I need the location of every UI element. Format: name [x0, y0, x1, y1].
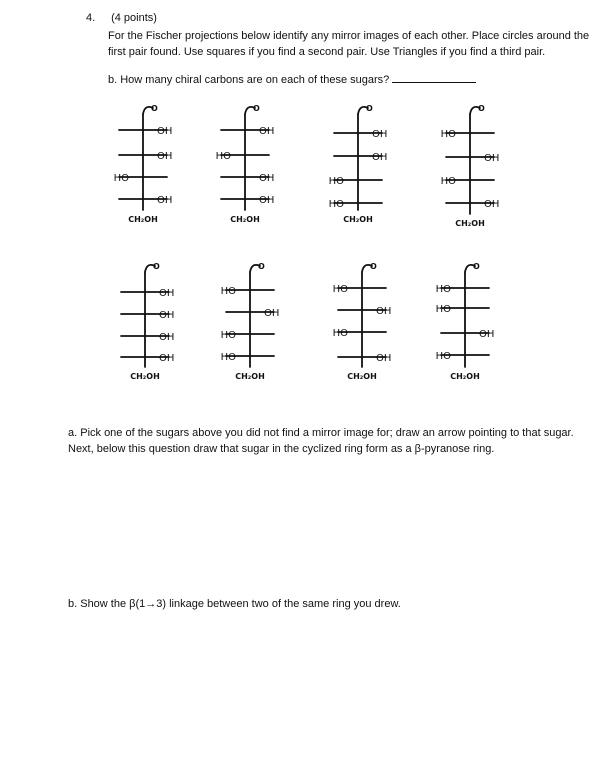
- sugar-3-row-2-oh: OH: [372, 152, 388, 163]
- sugar-4-aldehyde-label: O: [478, 104, 485, 113]
- sugar-4-row-3-ho: HO: [440, 176, 456, 187]
- sugar-6-aldehyde-label: O: [258, 262, 265, 271]
- sugar-7-row-4-oh: OH: [376, 353, 392, 364]
- part-b-text: b. Show the β(1→3) linkage between two of the same ring you drew.: [68, 598, 401, 610]
- sugar-5-row-2-oh: OH: [159, 310, 175, 321]
- part-a-text: a. Pick one of the sugars above you did not find a mirror image for; draw an arrow pointing to that sugar. Next, below this question draw that sugar in the cyclized ring form as a β-pyranose ring.: [68, 427, 574, 455]
- sugar-2-row-2-ho: HO: [215, 151, 231, 162]
- sugar-5-aldehyde-label: O: [153, 262, 160, 271]
- sugar-3-row-4-ho: HO: [328, 199, 344, 210]
- chiral-question-text: b. How many chiral carbons are on each of these sugars?: [108, 74, 390, 86]
- sugar-7-row-2-oh: OH: [376, 306, 392, 317]
- sugar-8-row-3-oh: OH: [479, 329, 495, 340]
- sugar-3-row-1-oh: OH: [372, 129, 388, 140]
- question-intro: For the Fischer projections below identify any mirror images of each other. Place circles around the first pair found. Use squares if you find a second pair. Use Triangles if you find a third pair.: [108, 30, 590, 58]
- sugar-4-ch2oh: CH₂OH: [455, 219, 485, 228]
- sugar-6-row-4-ho: HO: [220, 352, 236, 363]
- sugar-1-row-3-ho: HO: [113, 173, 129, 184]
- sugar-3-ch2oh: CH₂OH: [343, 215, 373, 224]
- sugar-2-aldehyde-label: O: [253, 104, 260, 113]
- sugar-8-row-4-ho: HO: [435, 351, 451, 362]
- sugar-1-aldehyde-label: O: [151, 104, 158, 113]
- sugar-3-aldehyde-label: O: [366, 104, 373, 113]
- sugar-6-ch2oh: CH₂OH: [235, 372, 265, 381]
- sugar-7-row-1-ho: HO: [332, 284, 348, 295]
- sugar-2-ch2oh: CH₂OH: [230, 215, 260, 224]
- sugar-1-row-2-oh: OH: [157, 151, 173, 162]
- sugar-2-row-1-oh: OH: [259, 126, 275, 137]
- sugar-8-row-1-ho: HO: [435, 284, 451, 295]
- sugar-5-row-4-oh: OH: [159, 353, 175, 364]
- sugar-1-row-1-oh: OH: [157, 126, 173, 137]
- sugar-7-ch2oh: CH₂OH: [347, 372, 377, 381]
- sugar-6-row-1-ho: HO: [220, 286, 236, 297]
- sugar-5-row-1-oh: OH: [159, 288, 175, 299]
- sugar-7-row-3-ho: HO: [332, 328, 348, 339]
- sugar-5-row-3-oh: OH: [159, 332, 175, 343]
- sugar-1-ch2oh: CH₂OH: [128, 215, 158, 224]
- sugar-8-ch2oh: CH₂OH: [450, 372, 480, 381]
- sugar-3-row-3-ho: HO: [328, 176, 344, 187]
- sugar-1-row-4-oh: OH: [157, 195, 173, 206]
- sugar-2-row-3-oh: OH: [259, 173, 275, 184]
- sugar-2-row-4-oh: OH: [259, 195, 275, 206]
- sugar-4-row-2-oh: OH: [484, 153, 500, 164]
- question-number: 4.: [86, 12, 96, 24]
- sugar-4-row-4-oh: OH: [484, 199, 500, 210]
- sugar-5-ch2oh: CH₂OH: [130, 372, 160, 381]
- sugar-6-row-2-oh: OH: [264, 308, 280, 319]
- question-points: (4 points): [111, 12, 157, 24]
- sugar-4-row-1-ho: HO: [440, 129, 456, 140]
- sugar-8-aldehyde-label: O: [473, 262, 480, 271]
- sugar-8-row-2-ho: HO: [435, 304, 451, 315]
- sugar-6-row-3-ho: HO: [220, 330, 236, 341]
- sugar-7-aldehyde-label: O: [370, 262, 377, 271]
